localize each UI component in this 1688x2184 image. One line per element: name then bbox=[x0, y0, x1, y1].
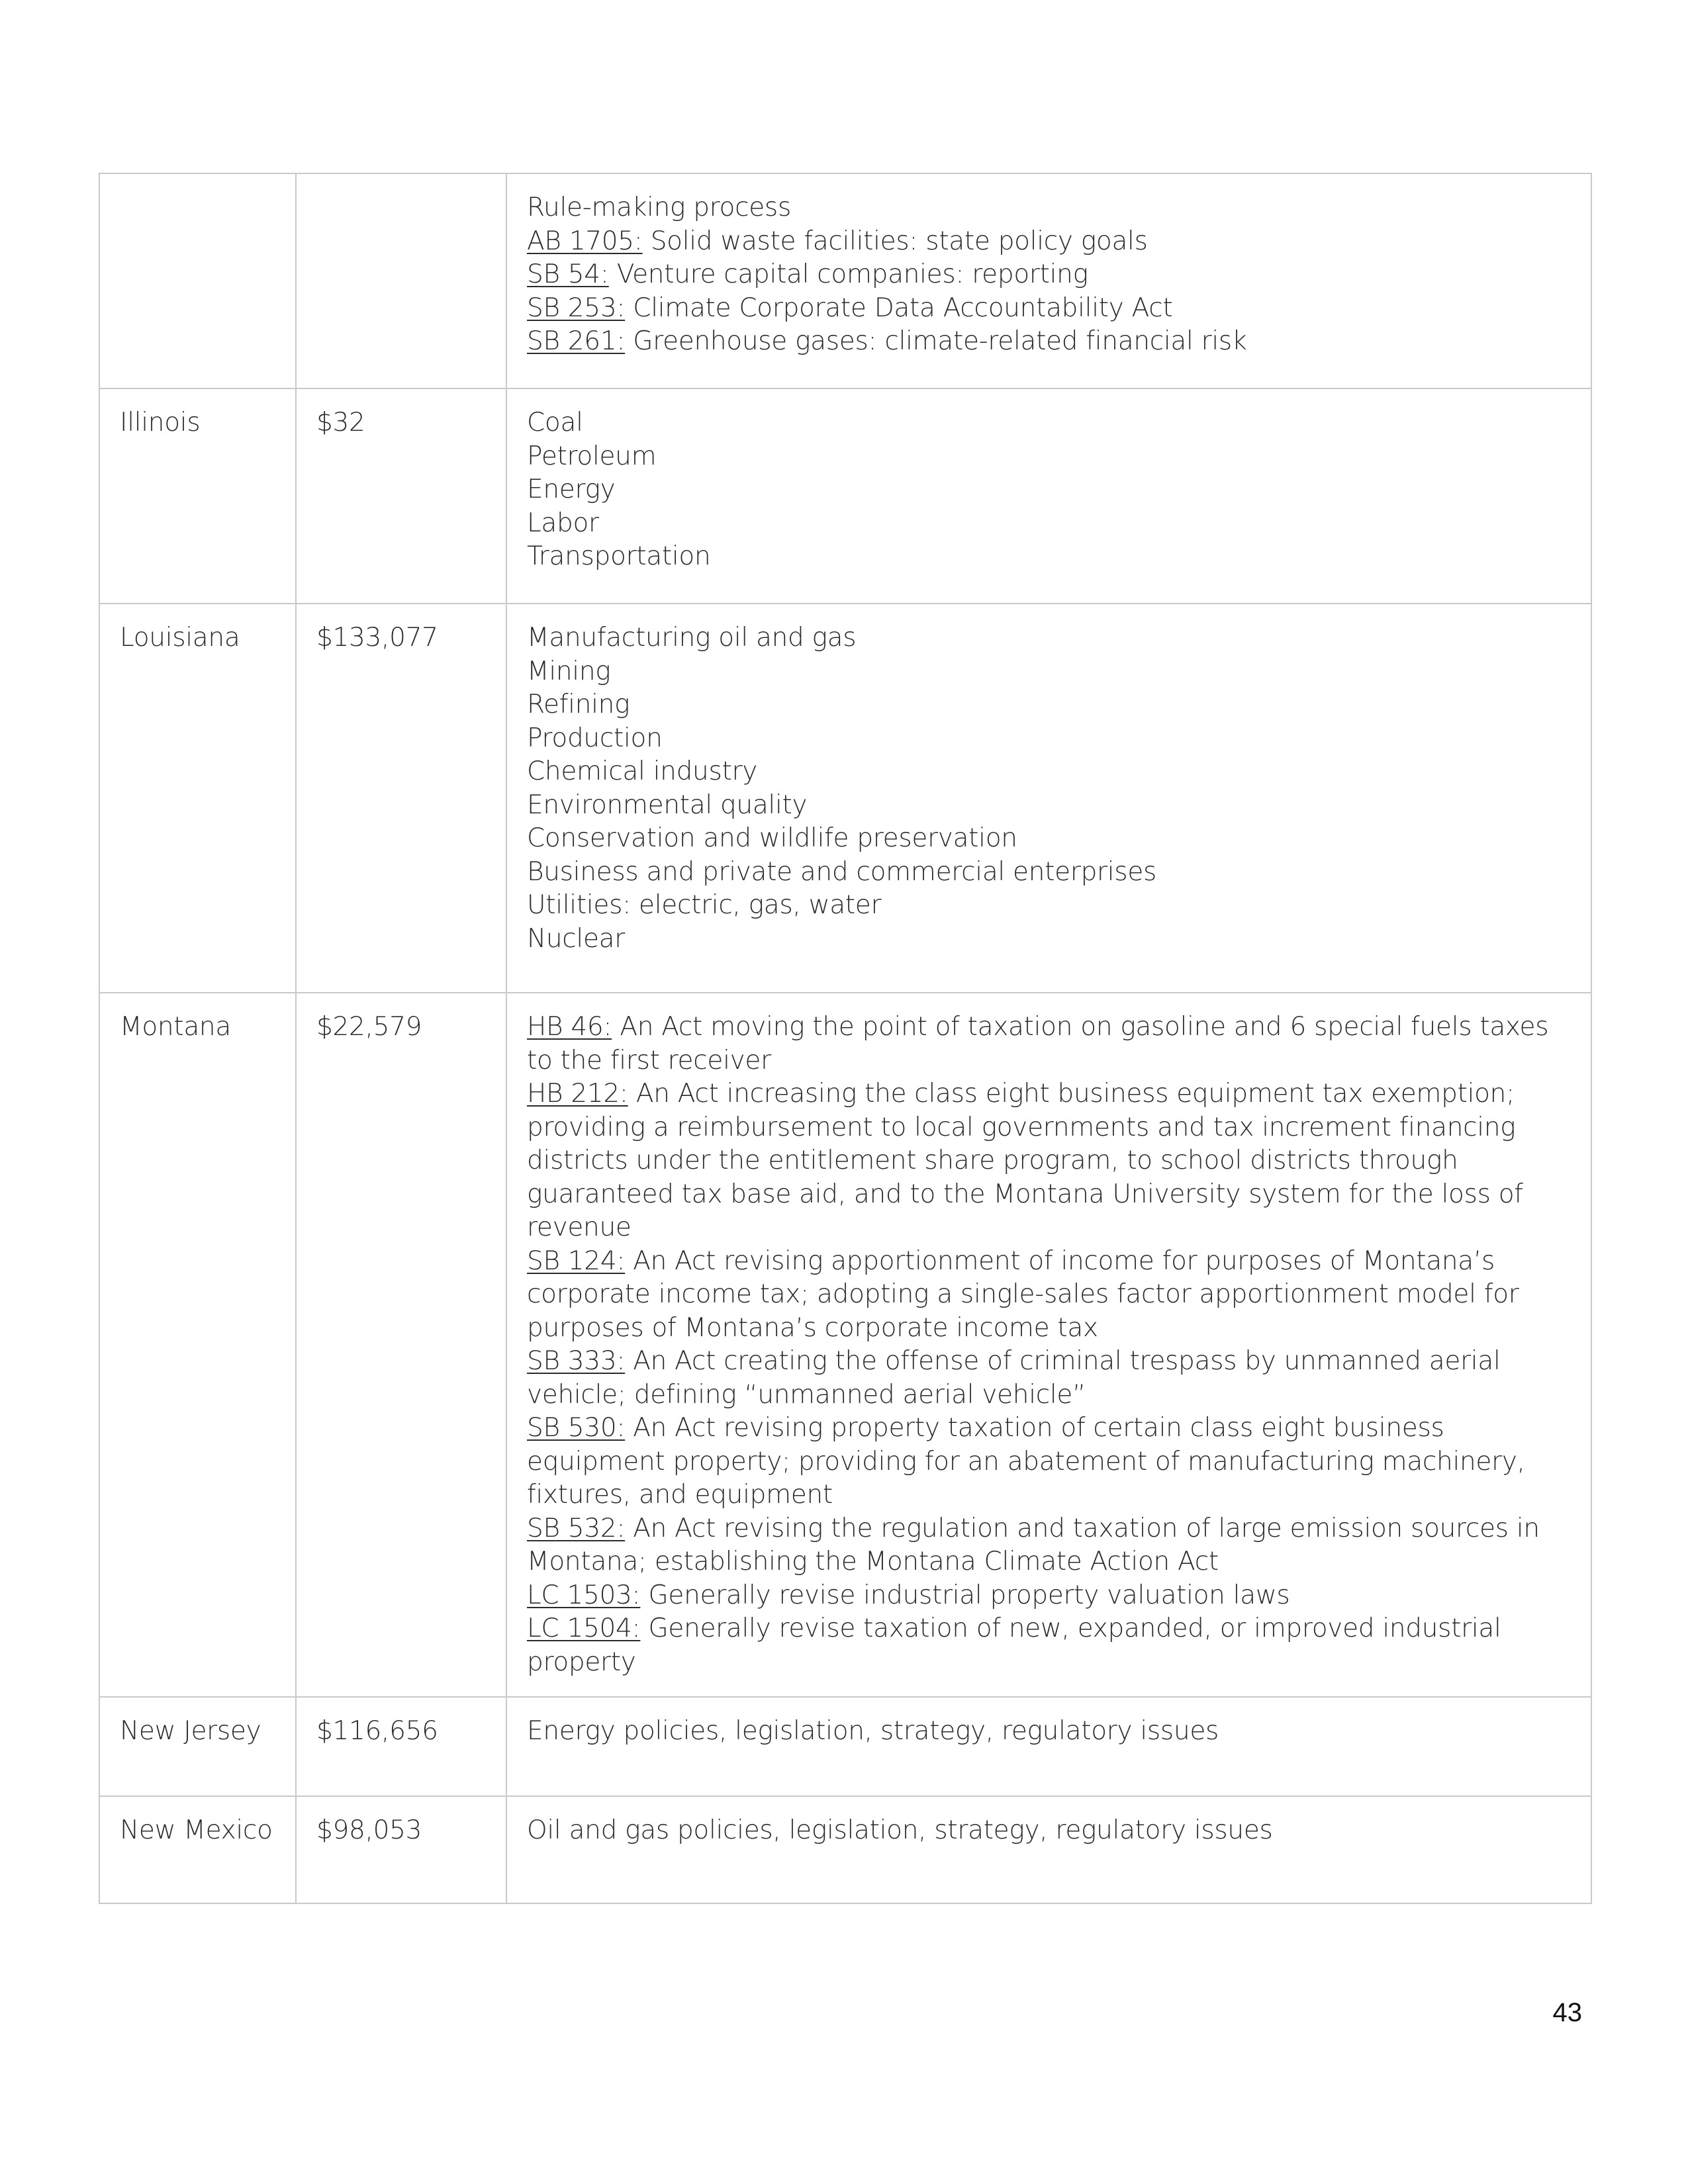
issue-text: Generally revise taxation of new, expanded, or improved industrial property bbox=[527, 1614, 1501, 1677]
issue-item bbox=[527, 1011, 1572, 1077]
table-row bbox=[99, 1796, 1591, 1903]
bill-reference: SB 530: bbox=[527, 1413, 626, 1443]
issue-text: Nuclear bbox=[527, 923, 625, 954]
issue-item bbox=[527, 507, 1572, 541]
issue-text: An Act revising apportionment of income for purposes of Montana’s corporate income tax; adopting a single-sales factor apportionment model for purposes of Montana’s corporate income tax bbox=[527, 1246, 1519, 1343]
bill-reference: SB 261: bbox=[527, 326, 626, 356]
amount-cell: $116,656 bbox=[296, 1697, 506, 1796]
issue-item bbox=[527, 225, 1572, 259]
issue-text: Greenhouse gases: climate-related financial risk bbox=[625, 326, 1247, 356]
issue-text: An Act creating the offense of criminal trespass by unmanned aerial vehicle; defining “unmanned aerial vehicle” bbox=[527, 1346, 1501, 1410]
issue-item bbox=[527, 789, 1572, 823]
issue-item bbox=[527, 540, 1572, 574]
issue-item bbox=[527, 621, 1572, 655]
issue-text: Climate Corporate Data Accountability Act bbox=[625, 293, 1173, 323]
state-cell: Illinois bbox=[99, 388, 296, 604]
issue-text: Environmental quality bbox=[527, 790, 808, 820]
issue-item bbox=[527, 1345, 1572, 1412]
bill-reference: HB 46: bbox=[527, 1012, 612, 1042]
issue-item bbox=[527, 258, 1572, 292]
issues-cell bbox=[506, 173, 1591, 388]
table-row bbox=[99, 388, 1591, 604]
state-cell: New Jersey bbox=[99, 1697, 296, 1796]
state-cell: Montana bbox=[99, 993, 296, 1697]
issue-item bbox=[527, 440, 1572, 474]
issue-text: Labor bbox=[527, 508, 599, 538]
issue-text: Venture capital companies: reporting bbox=[608, 259, 1088, 289]
issue-text: Conservation and wildlife preservation bbox=[527, 823, 1017, 853]
state-cell: Louisiana bbox=[99, 604, 296, 993]
state-cell bbox=[99, 173, 296, 388]
issue-item bbox=[527, 1579, 1572, 1613]
issues-cell bbox=[506, 1796, 1591, 1903]
issue-text: Rule-making process bbox=[527, 193, 791, 222]
table-body bbox=[99, 173, 1591, 1903]
issue-item bbox=[527, 1715, 1572, 1749]
issue-item bbox=[527, 1412, 1572, 1512]
issue-text: Oil and gas policies, legislation, strategy, regulatory issues bbox=[527, 1815, 1273, 1845]
issue-item bbox=[527, 325, 1572, 359]
issue-item bbox=[527, 722, 1572, 756]
issue-text: Refining bbox=[527, 690, 630, 719]
bill-reference: AB 1705: bbox=[527, 226, 643, 256]
issue-item bbox=[527, 688, 1572, 722]
issue-item bbox=[527, 1512, 1572, 1579]
issue-item bbox=[527, 923, 1572, 956]
issue-text: Business and private and commercial enterprises bbox=[527, 856, 1157, 887]
issue-item bbox=[527, 1612, 1572, 1679]
issue-text: Petroleum bbox=[527, 441, 657, 471]
amount-cell: $22,579 bbox=[296, 993, 506, 1697]
issues-cell bbox=[506, 388, 1591, 604]
table-row bbox=[99, 173, 1591, 388]
issue-text: An Act moving the point of taxation on gasoline and 6 special fuels taxes to the first receiver bbox=[527, 1012, 1549, 1075]
page-number: 43 bbox=[1552, 1998, 1582, 2027]
issue-item bbox=[527, 473, 1572, 507]
bill-reference: LC 1504: bbox=[527, 1614, 641, 1643]
issue-item bbox=[527, 406, 1572, 440]
issue-text: Mining bbox=[527, 656, 611, 686]
amount-cell: $32 bbox=[296, 388, 506, 604]
issue-item bbox=[527, 889, 1572, 923]
bill-reference: SB 54: bbox=[527, 259, 609, 289]
issue-text: An Act revising property taxation of certain class eight business equipment property; providing for an abatement of manufacturing machinery, fixtures, and equipment bbox=[527, 1413, 1525, 1510]
lobbying-table bbox=[99, 173, 1592, 1904]
issue-text: Generally revise industrial property valuation laws bbox=[640, 1580, 1290, 1610]
issue-text: Chemical industry bbox=[527, 756, 757, 786]
issues-cell bbox=[506, 604, 1591, 993]
bill-reference: LC 1503: bbox=[527, 1580, 641, 1610]
bill-reference: HB 212: bbox=[527, 1079, 628, 1109]
issue-item bbox=[527, 856, 1572, 889]
issue-text: An Act increasing the class eight business equipment tax exemption; providing a reimbursement to local governments and tax increment financing districts under the entitlement share program, to school districts through guaranteed tax base aid, and to the Montana University system for the loss of revenue bbox=[527, 1079, 1523, 1242]
issue-text: Production bbox=[527, 723, 663, 753]
state-cell: New Mexico bbox=[99, 1796, 296, 1903]
issue-text: Energy bbox=[527, 475, 616, 504]
amount-cell: $98,053 bbox=[296, 1796, 506, 1903]
issue-item bbox=[527, 755, 1572, 789]
bill-reference: SB 532: bbox=[527, 1513, 626, 1543]
issue-text: Manufacturing oil and gas bbox=[527, 623, 857, 653]
table-row bbox=[99, 1697, 1591, 1796]
issues-cell bbox=[506, 1697, 1591, 1796]
issue-item bbox=[527, 655, 1572, 689]
issue-text: Energy policies, legislation, strategy, regulatory issues bbox=[527, 1716, 1219, 1746]
issue-text: Transportation bbox=[527, 541, 711, 571]
amount-cell: $133,077 bbox=[296, 604, 506, 993]
bill-reference: SB 253: bbox=[527, 293, 626, 323]
issue-text: Utilities: electric, gas, water bbox=[527, 890, 882, 920]
amount-cell bbox=[296, 173, 506, 388]
issue-text: An Act revising the regulation and taxation of large emission sources in Montana; establishing the Montana Climate Action Act bbox=[527, 1513, 1540, 1576]
issue-text: Solid waste facilities: state policy goals bbox=[642, 226, 1148, 256]
issue-item bbox=[527, 292, 1572, 326]
bill-reference: SB 333: bbox=[527, 1346, 626, 1376]
issue-item bbox=[527, 1245, 1572, 1345]
issue-item bbox=[527, 822, 1572, 856]
issue-item bbox=[527, 191, 1572, 225]
issue-text: Coal bbox=[527, 408, 583, 437]
issues-cell bbox=[506, 993, 1591, 1697]
bill-reference: SB 124: bbox=[527, 1246, 626, 1276]
table-row bbox=[99, 993, 1591, 1697]
table-row bbox=[99, 604, 1591, 993]
issue-item bbox=[527, 1077, 1572, 1245]
issue-item bbox=[527, 1814, 1572, 1848]
